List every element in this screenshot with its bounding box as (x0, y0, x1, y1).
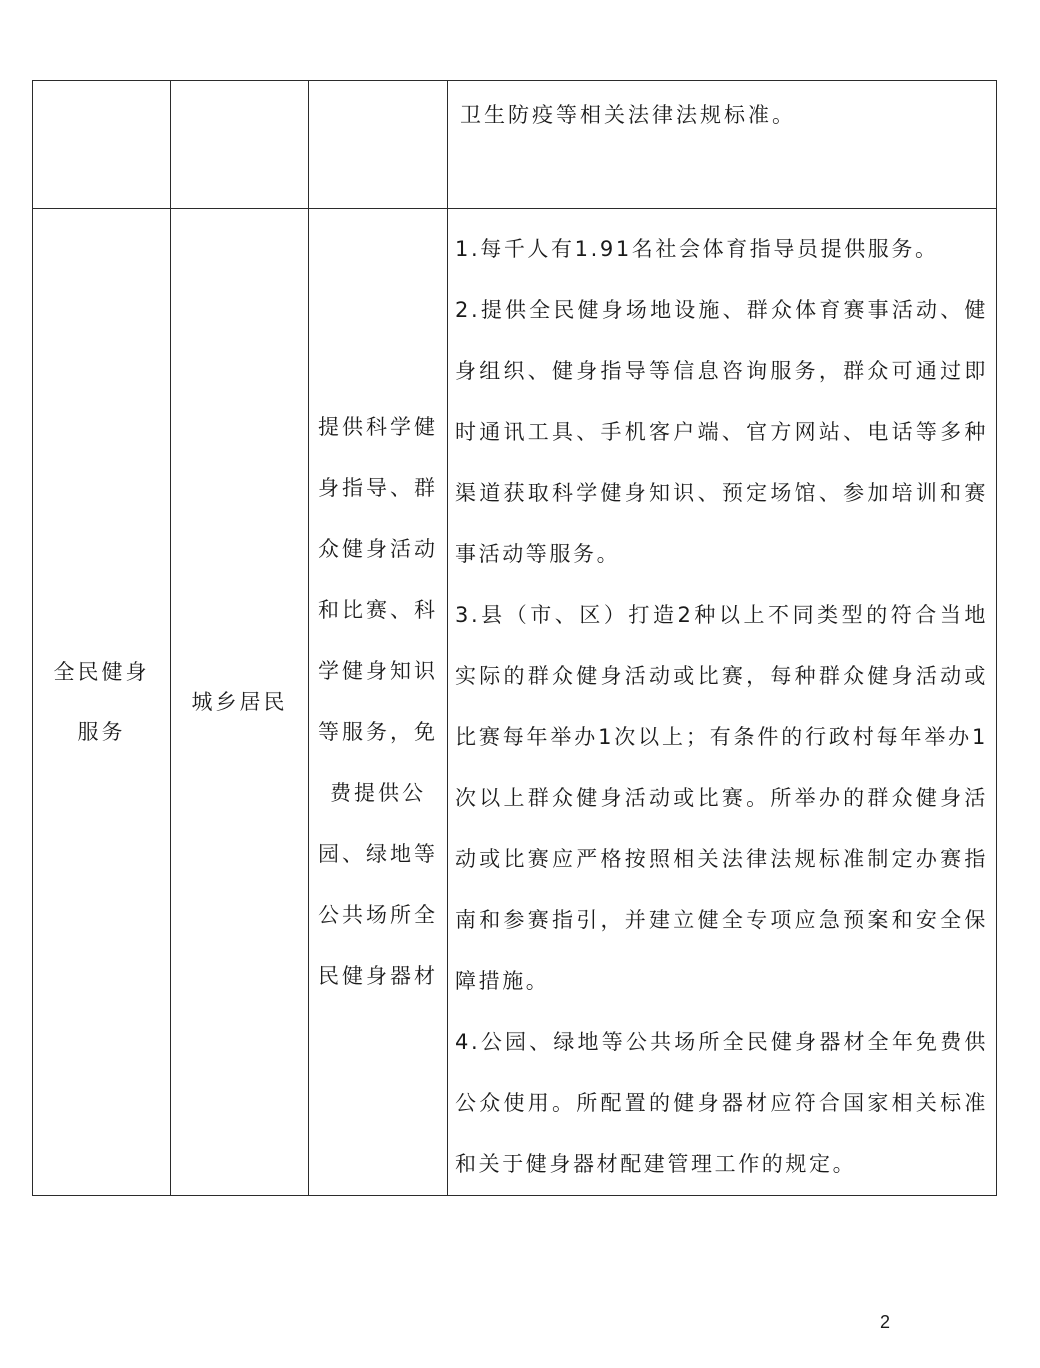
content-line: 身指导、群 (318, 476, 438, 500)
content-line: 民健身器材 (318, 964, 438, 988)
content-line: 公共场所全 (318, 903, 438, 927)
content-line: 园、绿地等 (318, 842, 438, 866)
item-name-line: 服务 (77, 720, 126, 744)
content-line: 众健身活动 (318, 537, 438, 561)
page-number: 2 (880, 1312, 891, 1332)
target-cell-empty (171, 81, 309, 209)
service-standard-cell (448, 209, 997, 1196)
service-content-cell (309, 209, 448, 1196)
table-row-fitness-service (33, 209, 997, 1196)
standard-paragraph-4: 4.公园、绿地等公共场所全民健身器材全年免费供公众使用。所配置的健身器材应符合国家相关标准和关于健身器材配建管理工作的规定。 (455, 1030, 988, 1176)
item-name-line: 全民健身 (53, 660, 150, 684)
content-cell-empty (309, 81, 448, 209)
target-cell: 城乡居民 (171, 209, 309, 1196)
standard-paragraph-1: 1.每千人有1.91名社会体育指导员提供服务。 (455, 237, 939, 261)
item-name-cell (33, 209, 171, 1196)
standard-cell-continuation: 卫生防疫等相关法律法规标准。 (448, 81, 997, 209)
standard-paragraph-2: 2.提供全民健身场地设施、群众体育赛事活动、健身组织、健身指导等信息咨询服务，群众可通过即时通讯工具、手机客户端、官方网站、电话等多种渠道获取科学健身知识、预定场馆、参加培训和赛事活动等服务。 (455, 298, 988, 566)
content-line: 和比赛、科 (318, 598, 438, 622)
table-row-continuation (33, 81, 997, 209)
item-name-cell-empty (33, 81, 171, 209)
service-standards-table (32, 80, 997, 1196)
content-line: 提供科学健 (318, 415, 438, 439)
content-line: 等服务，免 (318, 720, 438, 744)
standard-paragraph-3: 3.县（市、区）打造2种以上不同类型的符合当地实际的群众健身活动或比赛，每种群众健身活动或比赛每年举办1次以上；有条件的行政村每年举办1次以上群众健身活动或比赛。所举办的群众健身活动或比赛应严格按照相关法律法规标准制定办赛指南和参赛指引，并建立健全专项应急预案和安全保障措施。 (455, 603, 988, 993)
content-line: 学健身知识 (318, 659, 438, 683)
content-line: 费提供公 (330, 781, 426, 805)
